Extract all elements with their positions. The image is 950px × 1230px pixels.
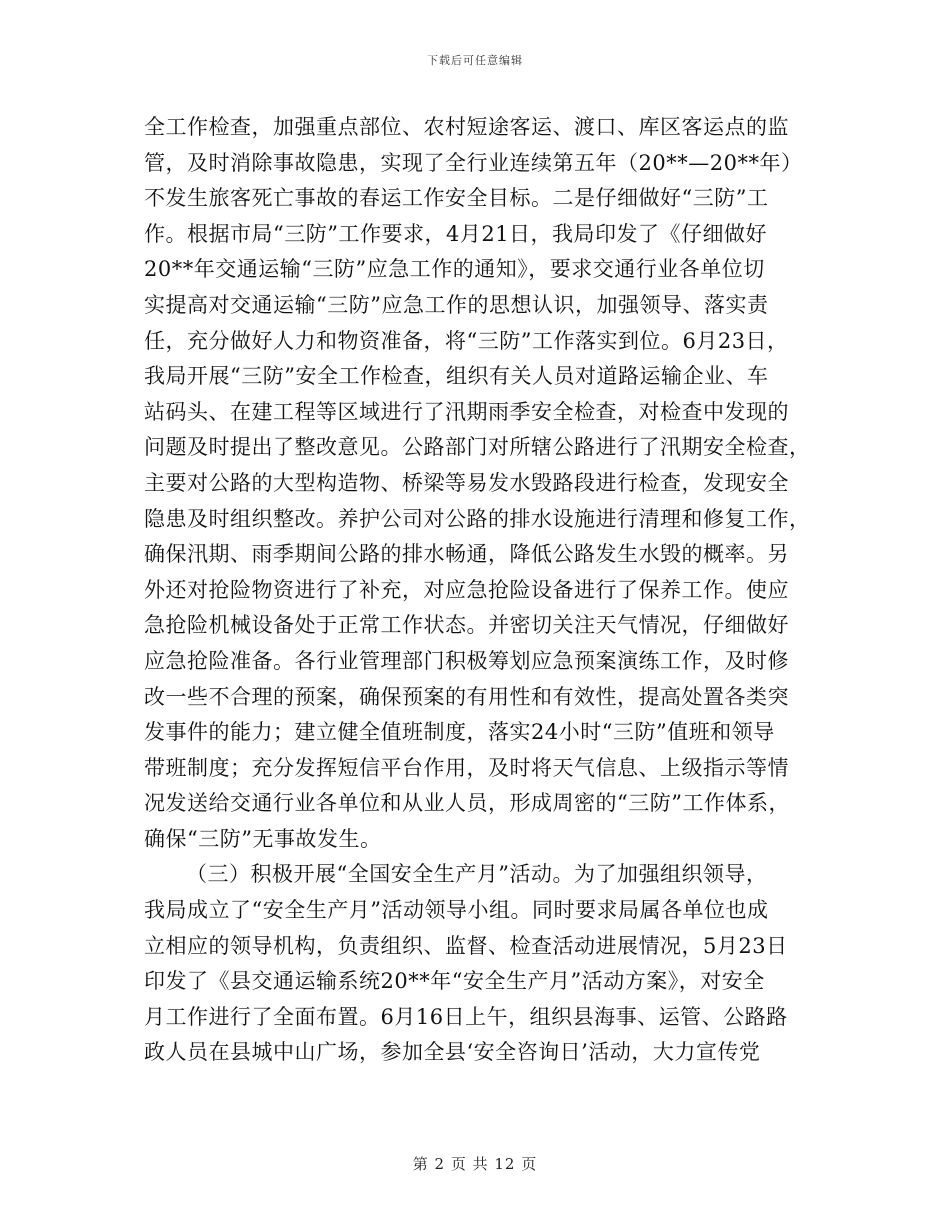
body-line: 20**年交通运输“三防”应急工作的通知》，要求交通行业各单位切 bbox=[144, 257, 765, 282]
body-line: 确保“三防”无事故发生。 bbox=[144, 826, 382, 851]
body-line: 印发了《县交通运输系统20**年“安全生产月”活动方案》，对安全 bbox=[144, 969, 765, 994]
body-line: 不发生旅客死亡事故的春运工作安全目标。二是仔细做好“三防”工 bbox=[144, 186, 769, 211]
document-body bbox=[144, 110, 811, 1071]
body-line: 政人员在县城中山广场，参加全县‘安全咨询日’活动，大力宣传党 bbox=[144, 1040, 761, 1065]
page-header-note: 下载后可任意编辑 bbox=[427, 54, 523, 67]
body-line: 问题及时提出了整改意见。公路部门对所辖公路进行了汛期安全检查， bbox=[144, 435, 811, 460]
body-line: 确保汛期、雨季期间公路的排水畅通，降低公路发生水毁的概率。另 bbox=[144, 542, 789, 567]
body-line: 外还对抢险物资进行了补充，对应急抢险设备进行了保养工作。使应 bbox=[144, 577, 789, 602]
body-line: 站码头、在建工程等区域进行了汛期雨季安全检查，对检查中发现的 bbox=[144, 399, 789, 424]
body-line: 月工作进行了全面布置。6月16日上午，组织县海事、运管、公路路 bbox=[144, 1004, 788, 1029]
body-line: 急抢险机械设备处于正常工作状态。并密切关注天气情况，仔细做好 bbox=[144, 613, 789, 638]
body-line: 改一些不合理的预案，确保预案的有用性和有效性，提高处置各类突 bbox=[144, 684, 789, 709]
body-line: 我局成立了“安全生产月”活动领导小组。同时要求局属各单位也成 bbox=[144, 898, 769, 923]
body-line: 管，及时消除事故隐患，实现了全行业连续第五年（20**—20**年） bbox=[144, 150, 803, 175]
body-line: 作。根据市局“三防”工作要求，4月21日，我局印发了《仔细做好 bbox=[144, 221, 768, 246]
body-line: 带班制度；充分发挥短信平台作用，及时将天气信息、上级指示等情 bbox=[144, 755, 789, 780]
body-line: 应急抢险准备。各行业管理部门积极筹划应急预案演练工作，及时修 bbox=[144, 648, 789, 673]
body-line: 主要对公路的大型构造物、桥梁等易发水毁路段进行检查，发现安全 bbox=[144, 470, 789, 495]
body-line: 立相应的领导机构，负责组织、监督、检查活动进展情况，5月23日 bbox=[144, 933, 788, 958]
section-heading-line: （三）积极开展“全国安全生产月”活动。为了加强组织领导， bbox=[186, 862, 768, 887]
body-line: 实提高对交通运输“三防”应急工作的思想认识，加强领导、落实责 bbox=[144, 292, 769, 317]
body-line: 隐患及时组织整改。养护公司对公路的排水设施进行清理和修复工作， bbox=[144, 506, 811, 531]
body-line: 全工作检查，加强重点部位、农村短途客运、渡口、库区客运点的监 bbox=[144, 115, 789, 139]
body-line: 任，充分做好人力和物资准备，将“三防”工作落实到位。6月23日， bbox=[144, 328, 789, 353]
page-number-footer: 第 2 页 共 12 页 bbox=[412, 1155, 538, 1173]
body-line: 况发送给交通行业各单位和从业人员，形成周密的“三防”工作体系， bbox=[144, 791, 790, 816]
body-line: 我局开展“三防”安全工作检查，组织有关人员对道路运输企业、车 bbox=[144, 364, 769, 389]
body-line: 发事件的能力；建立健全值班制度，落实24小时“三防”值班和领导 bbox=[144, 720, 775, 745]
